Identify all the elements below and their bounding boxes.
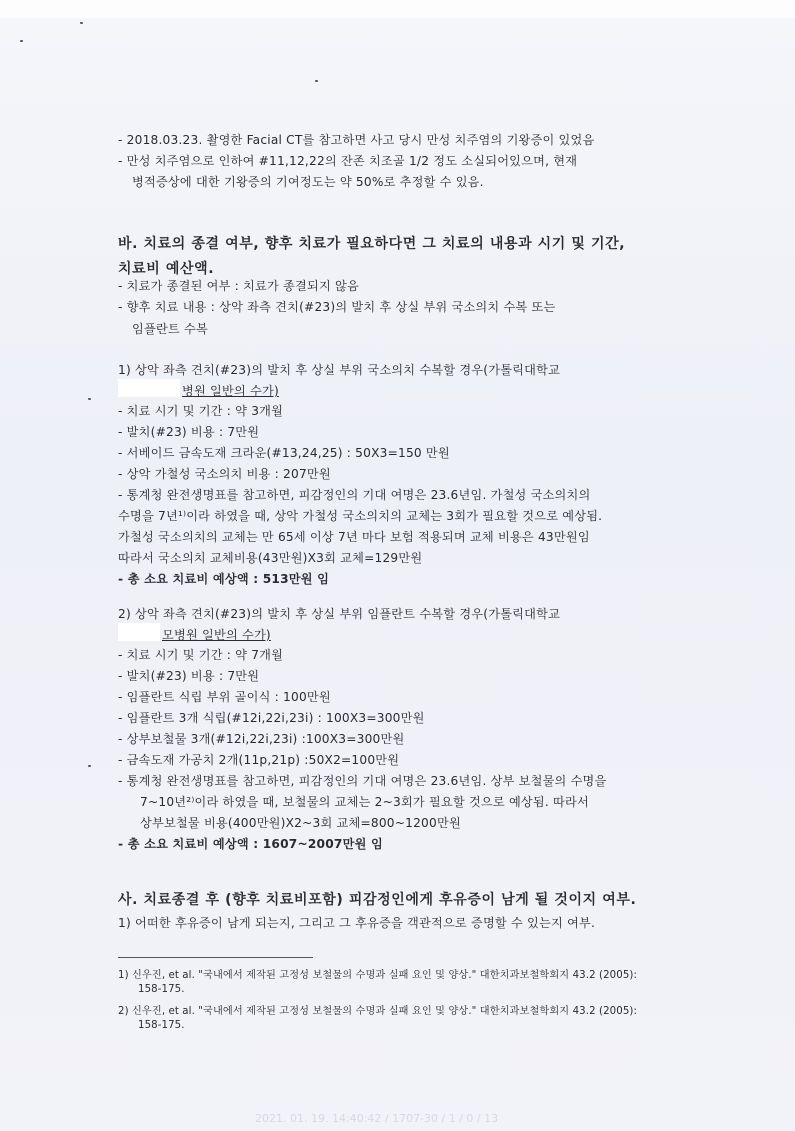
footnote: 1) 신우진, et al. "국내에서 제작된 고정성 보철물의 수명과 실패 요인 및 양상." 대한치과보철학회지 43.2 (2005): (118, 970, 638, 981)
footnote-rule (118, 957, 313, 958)
footnote-continued: 158-175. (138, 984, 185, 995)
text-line: - 치료 시기 및 기간 : 약 3개월 (118, 404, 284, 418)
section-heading: 바. 치료의 종결 여부, 향후 치료가 필요하다면 그 치료의 내용과 시기 및 기간, (118, 236, 626, 252)
scan-speck (315, 80, 318, 82)
text-line: 병적증상에 대한 기왕증의 기여정도는 약 50%로 추정할 수 있음. (132, 175, 484, 189)
scan-speck (80, 22, 83, 24)
scan-speck (88, 398, 91, 400)
redaction-box (118, 379, 180, 397)
footnote: 2) 신우진, et al. "국내에서 제작된 고정성 보철물의 수명과 실패 요인 및 양상." 대한치과보철학회지 43.2 (2005): (118, 1006, 638, 1017)
text-line: - 발치(#23) 비용 : 7만원 (118, 425, 260, 439)
text-line: - 금속도재 가공치 2개(11p,21p) :50X2=100만원 (118, 753, 400, 767)
text-line: 수명을 7년¹⁾이라 하였을 때, 상악 가철성 국소의치의 교체는 3회가 필요할 것으로 예상됨. (118, 509, 603, 523)
text-line: - 임플란트 3개 식립(#12i,22i,23i) : 100X3=300만원 (118, 711, 425, 725)
text-line: 2) 상악 좌측 견치(#23)의 발치 후 상실 부위 임플란트 수복할 경우(가톨릭대학교 (118, 607, 561, 621)
text-line: 따라서 국소의치 교체비용(43만원)X3회 교체=129만원 (118, 551, 423, 565)
text-line: 가철성 국소의치의 교체는 만 65세 이상 7년 마다 보험 적용되며 교체 비용은 43만원임 (118, 530, 590, 544)
total-cost-line: - 총 소요 치료비 예상액 : 513만원 임 (118, 572, 330, 586)
text-line: 1) 어떠한 후유증이 남게 되는지, 그리고 그 후유증을 객관적으로 증명할 수 있는지 여부. (118, 916, 596, 930)
scan-speck (20, 40, 23, 42)
text-line: - 통계청 완전생명표를 참고하면, 피감정인의 기대 여명은 23.6년임. 상부 보철물의 수명을 (118, 774, 607, 788)
text-line: 1) 상악 좌측 견치(#23)의 발치 후 상실 부위 국소의치 수복할 경우(가톨릭대학교 (118, 363, 561, 377)
text-line: - 치료가 종결된 여부 : 치료가 종결되지 않음 (118, 279, 359, 293)
scan-top-strip (0, 0, 795, 18)
text-line: - 발치(#23) 비용 : 7만원 (118, 669, 260, 683)
footer-ghost-text: 2021. 01. 19. 14:40:42 / 1707-30 / 1 / 0 / 13 (255, 1112, 499, 1125)
total-cost-line: - 총 소요 치료비 예상액 : 1607~2007만원 임 (118, 837, 383, 851)
text-line: - 만성 치주염으로 인하여 #11,12,22의 잔존 치조골 1/2 정도 소실되어있으며, 현재 (118, 154, 578, 168)
text-line: - 임플란트 식립 부위 골이식 : 100만원 (118, 690, 331, 704)
text-line: - 상악 가철성 국소의치 비용 : 207만원 (118, 467, 331, 481)
text-line: - 상부보철물 3개(#12i,22i,23i) :100X3=300만원 (118, 732, 405, 746)
section-heading: 사. 치료종결 후 (향후 치료비포함) 피감정인에게 후유증이 남게 될 것이지 여부. (118, 892, 637, 908)
text-line: - 통계청 완전생명표를 참고하면, 피감정인의 기대 여명은 23.6년임. 가철성 국소의치의 (118, 488, 591, 502)
text-line: 7~10년²⁾이라 하였을 때, 보철물의 교체는 2~3회가 필요할 것으로 예상됨. 따라서 (140, 795, 589, 809)
section-heading: 치료비 예산액. (118, 261, 215, 277)
text-line: 상부보철물 비용(400만원)X2~3회 교체=800~1200만원 (140, 816, 461, 830)
text-line: - 향후 치료 내용 : 상악 좌측 견치(#23)의 발치 후 상실 부위 국소의치 수복 또는 (118, 300, 556, 314)
footnote-continued: 158-175. (138, 1020, 185, 1031)
text-line: - 서베이드 금속도재 크라운(#13,24,25) : 50X3=150 만원 (118, 446, 450, 460)
scan-speck (88, 765, 91, 767)
text-line: 임플란트 수복 (132, 322, 208, 336)
text-line: - 치료 시기 및 기간 : 약 7개월 (118, 648, 284, 662)
text-line: - 2018.03.23. 촬영한 Facial CT를 참고하면 사고 당시 만성 치주염의 기왕증이 있었음 (118, 133, 595, 147)
text-line: 모병원 일반의 수가) (162, 628, 271, 642)
redaction-box (118, 623, 160, 641)
text-line: 병원 일반의 수가) (182, 384, 279, 398)
